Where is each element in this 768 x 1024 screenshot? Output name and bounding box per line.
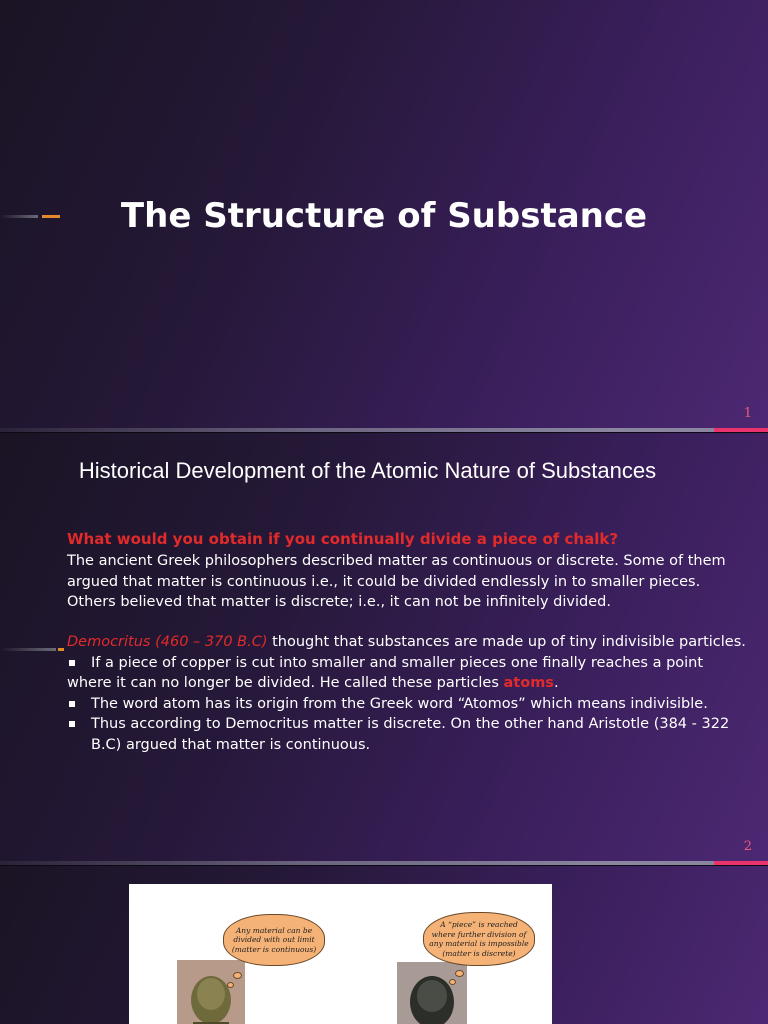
bullet-text: The word atom has its origin from the Greek word “Atomos” which means indivisible. [91, 695, 708, 712]
bullet-marker [69, 721, 75, 727]
slide-number: 2 [743, 839, 752, 854]
decorative-accent [58, 648, 64, 651]
slide-number: 1 [743, 406, 752, 421]
slide-title: The Structure of Substance [120, 196, 648, 236]
bullet-marker [69, 701, 75, 707]
democritus-paragraph [67, 632, 747, 653]
slide-2 [0, 433, 768, 865]
thought-dot [455, 970, 464, 977]
thought-dot [227, 982, 234, 988]
bullet-item [67, 694, 747, 715]
philosophers-figure [129, 884, 552, 1024]
democritus-name: Democritus (460 – 370 B.C) [67, 634, 268, 650]
slide-3 [0, 866, 768, 1024]
bullet-marker [69, 660, 75, 666]
slide-1 [0, 0, 768, 432]
slide-bottom-bar [0, 861, 768, 865]
thought-dot [233, 972, 242, 979]
democritus-section [67, 632, 747, 755]
intro-paragraph: The ancient Greek philosophers described matter as continuous or discrete. Some of them argued that matter is continuous i.e., it could be divided endlessly in to smaller pieces. Others believed that matter is discrete; i.e., it can not be infinitely divided. [67, 553, 726, 610]
question-text: What would you obtain if you continually divide a piece of chalk? [67, 530, 619, 548]
speech-bubble-left: Any material can be divided with out limit (matter is continuous) [223, 914, 325, 966]
aristotle-portrait [177, 960, 245, 1024]
democritus-text: thought that substances are made up of tiny indivisible particles. [267, 634, 746, 650]
atoms-highlight: atoms [503, 675, 554, 691]
bullet-text: If a piece of copper is cut into smaller and smaller pieces one finally reaches a point where it can no longer be divided. He called these particles [67, 654, 704, 691]
slide-bottom-bar [0, 428, 768, 432]
bullet-end: . [553, 675, 559, 691]
bullet-text: Thus according to Democritus matter is discrete. On the other hand Aristotle (384 - 322 B.C) argued that matter is continuous. [91, 716, 730, 753]
speech-bubble-right: A “piece” is reached where further division of any material is impossible (matter is discrete) [423, 912, 535, 966]
bullet-item [67, 714, 751, 755]
bullet-item [67, 653, 747, 694]
decorative-line [0, 648, 56, 651]
thought-dot [449, 979, 456, 985]
slide-heading: Historical Development of the Atomic Nature of Substances [78, 458, 657, 483]
